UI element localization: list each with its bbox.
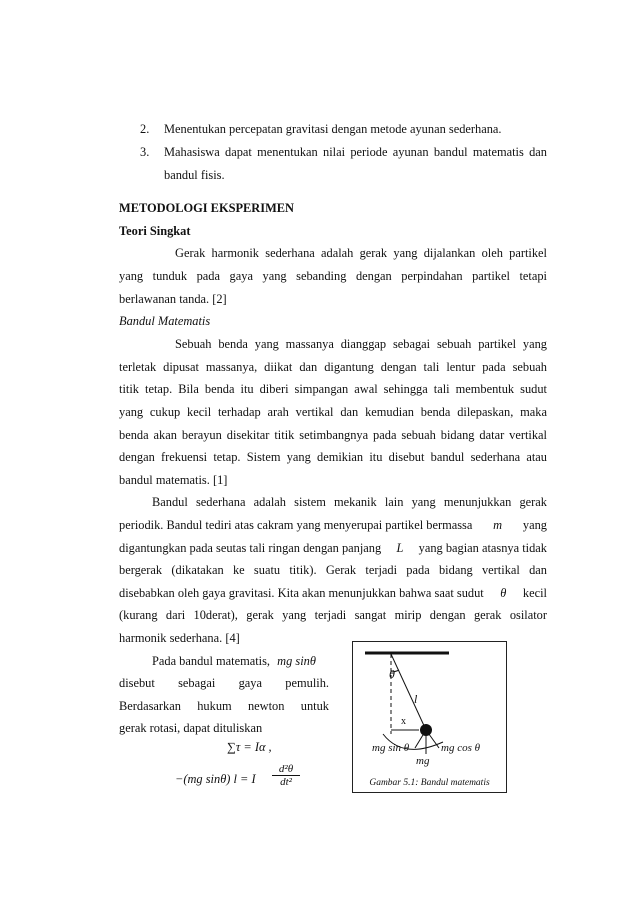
- figure-mgcos-label: mg cos θ: [441, 742, 481, 754]
- figure-mg-label: mg: [416, 755, 430, 767]
- para3-line5: [119, 585, 547, 601]
- para3-line3-text: digantungkan pada seutas tali ringan dengan panjang: [119, 541, 382, 555]
- para4-line3: Berdasarkan hukum newton untuk: [119, 699, 329, 713]
- list-item-3-line1: Mahasiswa dapat menentukan nilai periode ayunan bandul matematis dan: [164, 145, 547, 159]
- para4-line1-text: Pada bandul matematis,: [152, 654, 271, 668]
- para3-line4: bergerak (dikatakan ke suatu titik). Gerak terjadi pada bidang vertikal dan: [119, 563, 547, 577]
- para4-line4: gerak rotasi, dapat dituliskan: [119, 721, 263, 735]
- para3-line2-end: yang: [522, 518, 547, 532]
- para2-line2: terletak dipusat massanya, diikat dan digantung dengan tali lentur pada sebuah: [119, 360, 547, 374]
- pendulum-bob: [420, 724, 432, 736]
- section-title: METODOLOGI EKSPERIMEN: [119, 201, 294, 215]
- figure-caption: Gambar 5.1: Bandul matematis: [369, 778, 490, 788]
- restoring-force-formula: mg sinθ: [277, 654, 316, 668]
- para3-line3-end: yang bagian atasnya tidak: [418, 541, 547, 555]
- figure-mgsin-label: mg sin θ: [372, 742, 410, 754]
- para1-line1: Gerak harmonik sederhana adalah gerak yang dijalankan oleh partikel: [175, 246, 547, 260]
- fraction-numerator: d²θ: [272, 763, 300, 776]
- figure-theta-label: θ: [389, 667, 395, 681]
- pendulum-diagram: [353, 642, 506, 792]
- theta-symbol: θ: [500, 586, 507, 600]
- para3-line2-text: periodik. Bandul tediri atas cakram yang menyerupai partikel bermassa: [119, 518, 473, 532]
- equation-fraction: [272, 763, 300, 788]
- para3-line5-text: disebabkan oleh gaya gravitasi. Kita akan menunjukkan bahwa saat sudut: [119, 586, 484, 600]
- para4-line2: disebut sebagai gaya pemulih.: [119, 676, 329, 690]
- para3-line5-end: kecil: [522, 586, 547, 600]
- list-number-2: 2.: [140, 122, 150, 136]
- para3-line1: Bandul sederhana adalah sistem mekanik lain yang menunjukkan gerak: [152, 495, 547, 509]
- para3-line2: [119, 517, 547, 533]
- figure-x-label: x: [401, 716, 406, 727]
- para3-line3: [119, 540, 547, 556]
- length-symbol: L: [396, 541, 404, 555]
- para3-line7: harmonik sederhana. [4]: [119, 631, 240, 645]
- pendulum-figure: [352, 641, 507, 793]
- subheading: Bandul Matematis: [119, 314, 211, 328]
- pendulum-string: [391, 654, 426, 730]
- para2-line1: Sebuah benda yang massanya dianggap sebagai sebuah partikel yang: [175, 337, 547, 351]
- list-item-2: Menentukan percepatan gravitasi dengan metode ayunan sederhana.: [164, 122, 502, 136]
- para2-line3: titik tetap. Bila benda itu diberi simpangan awal sehingga tali membentuk sudut: [119, 382, 547, 396]
- mass-symbol: m: [493, 518, 503, 532]
- figure-length-label: l: [414, 692, 418, 706]
- para3-line6: (kurang dari 10derat), gerak yang terjadi sangat mirip dengan gerak osilator: [119, 608, 547, 622]
- para2-line7: bandul matematis. [1]: [119, 473, 228, 487]
- fraction-denominator: dt²: [280, 776, 292, 788]
- para2-line5: benda akan berayun disekitar titik setimbangnya pada sebuah bidang datar vertikal: [119, 428, 547, 442]
- para2-line4: yang cukup kecil terhadap arah vertikal dan kemudian benda dilepaskan, maka: [119, 405, 547, 419]
- equation-torque: ∑τ = Iα ,: [227, 740, 272, 754]
- equation-pendulum-left: −(mg sinθ) l = I: [175, 772, 256, 786]
- para2-line6: dengan frekuensi tetap. Sistem yang demikian itu disebut bandul sederhana atau: [119, 450, 547, 464]
- list-item-3-line2: bandul fisis.: [164, 168, 225, 182]
- list-number-3: 3.: [140, 145, 150, 159]
- para1-line3: berlawanan tanda. [2]: [119, 292, 227, 306]
- para1-line2: yang tunduk pada gaya yang sebanding dengan perpindahan partikel tetapi: [119, 269, 547, 283]
- para4-line1: [152, 653, 316, 669]
- subsection-title: Teori Singkat: [119, 224, 191, 238]
